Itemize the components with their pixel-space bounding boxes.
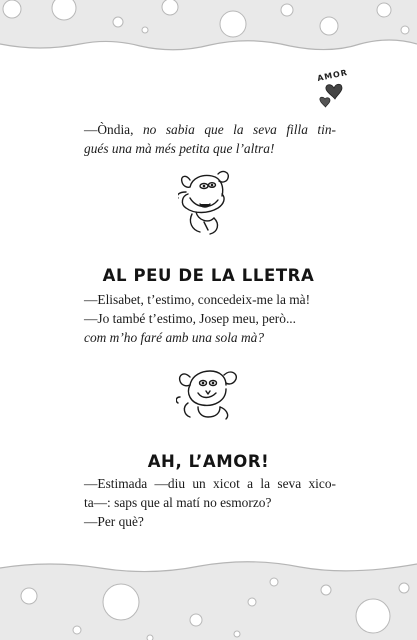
joke-1-line-1 (84, 120, 336, 139)
joke-2-line-1: —Elisabet, t’estimo, concedeix-me la mà! (84, 292, 311, 307)
joke-1-line-2 (84, 139, 336, 158)
mouse-illustration-1 (178, 168, 238, 241)
joke-3-line-3: —Per què? (84, 514, 144, 529)
joke-2-line-3 (84, 328, 336, 347)
badge-label: AMOR (316, 67, 349, 84)
section-2-heading: AL PEU DE LA LLETRA (102, 266, 315, 285)
section-3-heading: AH, L’AMOR! (147, 452, 270, 471)
joke-3-line-2: ta—: saps que al matí no esmorzo? (84, 495, 272, 510)
joke-1-dash-text: —Òndia, (84, 122, 143, 137)
joke-2-italic: com m’ho faré amb una sola mà? (84, 330, 265, 345)
joke-1 (84, 120, 336, 158)
joke-3 (84, 474, 336, 531)
joke-1-italic-1: no sabia que la seva filla tin- (142, 122, 336, 137)
joke-1-italic-2: gués una mà més petita que l’altra! (84, 141, 275, 156)
mouse-laughing-icon (178, 168, 238, 236)
mouse-illustration-2 (176, 363, 240, 426)
joke-2-line-2: —Jo també t’estimo, Josep meu, però... (84, 311, 296, 326)
amor-badge (314, 68, 354, 110)
joke-2 (84, 290, 336, 347)
mouse-head-icon (176, 363, 240, 421)
hearts-icon (314, 68, 354, 110)
joke-3-line-1: —Estimada —diu un xicot a la seva xico- (84, 476, 336, 491)
